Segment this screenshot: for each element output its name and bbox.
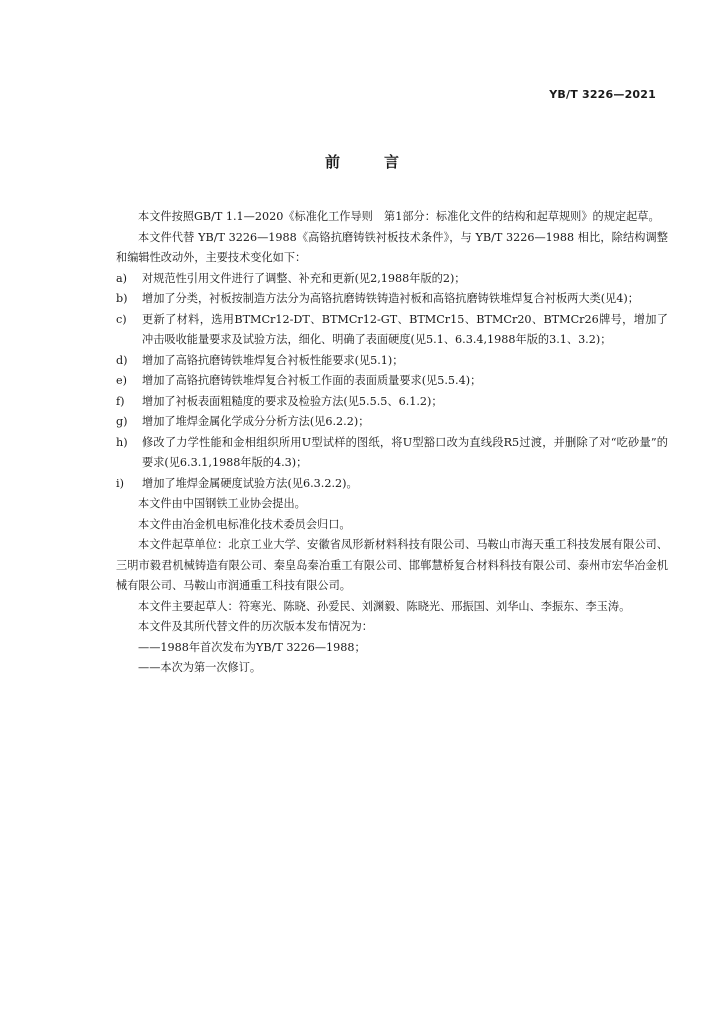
list-marker: i) — [116, 476, 124, 490]
paragraph-drafting-rules: 本文件按照GB/T 1.1—2020《标准化工作导则 第1部分：标准化文件的结构和起草规则》的规定起草。 — [138, 210, 660, 223]
paragraph-replacement: 本文件代替 YB/T 3226—1988《高铬抗磨铸铁衬板技术条件》，与 YB/T 3226—1988 相比，除结构调整和编辑性改动外，主要技术变化如下： — [116, 230, 668, 264]
list-item-text: 增加了分类，衬板按制造方法分为高铬抗磨铸铁铸造衬板和高铬抗磨铸铁堆焊复合衬板两大类(见4)； — [142, 292, 639, 305]
standard-code: YB/T 3226—2021 — [549, 88, 656, 101]
paragraph-drafters: 本文件主要起草人：符寒光、陈晓、孙爱民、刘渊毅、陈晓光、邢振国、刘华山、李振东、李玉涛。 — [138, 599, 631, 613]
list-item — [116, 310, 668, 351]
title-char-1: 前 — [324, 153, 340, 171]
history-item: ——1988年首次发布为YB/T 3226—1988； — [138, 640, 366, 654]
list-marker: h) — [116, 435, 128, 449]
list-item-text: 更新了材料，选用BTMCr12-DT、BTMCr12-GT、BTMCr15、BTMCr20、BTMCr26牌号，增加了冲击吸收能量要求及试验方法，细化、明确了表面硬度(见5.1、6.3.4,1988年版的3.1、3.2)； — [142, 312, 668, 346]
list-marker: f) — [116, 394, 125, 408]
list-item — [116, 269, 668, 290]
list-item — [116, 474, 668, 495]
title-char-2: 言 — [384, 153, 400, 171]
list-marker: c) — [116, 312, 127, 326]
list-item — [116, 412, 668, 433]
list-item — [116, 433, 668, 474]
list-item-text: 增加了堆焊金属硬度试验方法(见6.3.2.2)。 — [142, 476, 358, 490]
list-marker: b) — [116, 292, 128, 305]
history-item: ——本次为第一次修订。 — [138, 661, 262, 674]
list-item-text: 增加了衬板表面粗糙度的要求及检验方法(见5.5.5、6.1.2)； — [142, 394, 443, 408]
paragraph-history-intro: 本文件及其所代替文件的历次版本发布情况为： — [138, 620, 373, 633]
paragraph-committee: 本文件由冶金机电标准化技术委员会归口。 — [138, 517, 351, 531]
list-item — [116, 351, 668, 372]
paragraph-drafting-units: 本文件起草单位：北京工业大学、安徽省凤形新材料科技有限公司、马鞍山市海天重工科技发展有限公司、三明市毅君机械铸造有限公司、秦皇岛秦冶重工有限公司、邯郸慧桥复合材料科技有限公司、泰州市宏华冶金机械有限公司、马鞍山市润通重工科技有限公司。 — [116, 538, 668, 592]
list-item-text: 增加了堆焊金属化学成分分析方法(见6.2.2)； — [142, 415, 370, 428]
page-title — [0, 151, 724, 172]
list-item-text: 增加了高铬抗磨铸铁堆焊复合衬板工作面的表面质量要求(见5.5.4)； — [142, 374, 482, 387]
paragraph-proposer: 本文件由中国钢铁工业协会提出。 — [138, 497, 306, 510]
list-marker: e) — [116, 374, 127, 387]
list-item — [116, 392, 668, 413]
list-marker: d) — [116, 353, 128, 367]
changes-list — [116, 269, 668, 495]
list-marker: g) — [116, 415, 128, 428]
list-marker: a) — [116, 271, 128, 285]
list-item — [116, 289, 668, 310]
list-item-text: 增加了高铬抗磨铸铁堆焊复合衬板性能要求(见5.1)； — [142, 353, 404, 367]
foreword-body — [116, 207, 668, 679]
list-item-text: 对规范性引用文件进行了调整、补充和更新(见2,1988年版的2)； — [142, 271, 466, 285]
list-item-text: 修改了力学性能和金相组织所用U型试样的图纸，将U型豁口改为直线段R5过渡，并删除了对“吃砂量”的要求(见6.3.1,1988年版的4.3)； — [142, 435, 668, 469]
list-item — [116, 371, 668, 392]
